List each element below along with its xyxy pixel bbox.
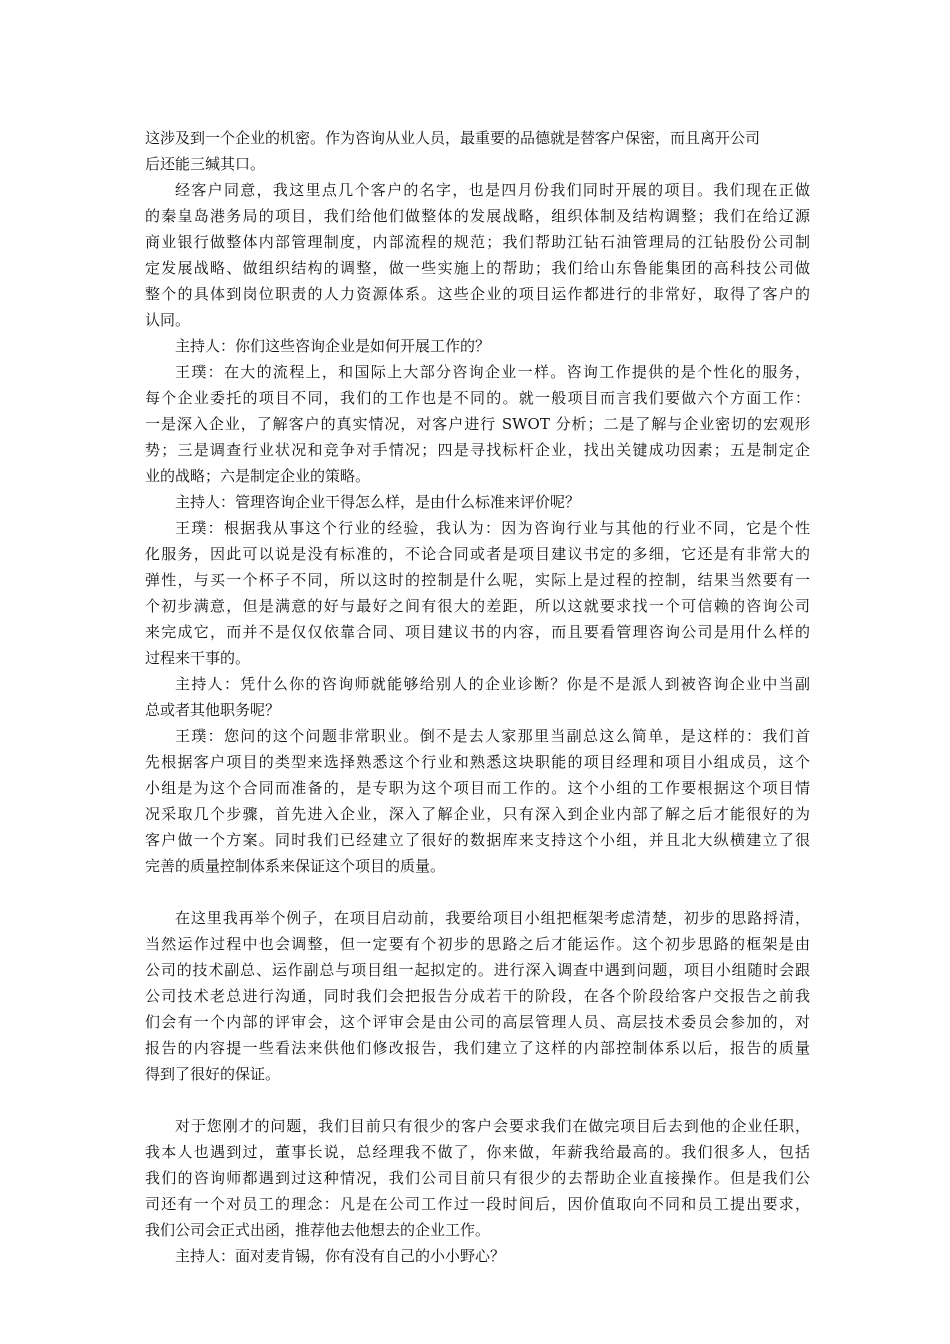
- text-line: 主持人：面对麦肯锡，你有没有自己的小小野心？: [175, 1247, 506, 1265]
- text-line: 这涉及到一个企业的机密。作为咨询从业人员，最重要的品德就是替客户保密，而且离开公司: [145, 129, 761, 147]
- text-line: 每个企业委托的项目不同，我们的工作也是不同的。就一般项目而言我们要做六个方面工作：: [145, 389, 810, 407]
- text-line: 过程来干事的。: [145, 649, 251, 667]
- text-line: 势；三是调查行业状况和竞争对手情况；四是寻找标杆企业，找出关键成功因素；五是制定企: [145, 441, 810, 459]
- text-line: 定发展战略、做组织结构的调整，做一些实施上的帮助；我们给山东鲁能集团的高科技公司做: [145, 259, 810, 277]
- text-line: 对于您刚才的问题，我们目前只有很少的客户会要求我们在做完项目后去到他的企业任职，: [175, 1117, 810, 1135]
- text-line: 完善的质量控制体系来保证这个项目的质量。: [145, 857, 446, 875]
- text-line: 司还有一个对员工的理念：凡是在公司工作过一段时间后，因价值取向不同和员工提出要求，: [145, 1195, 810, 1213]
- text-line: 王璞：在大的流程上，和国际上大部分咨询企业一样。咨询工作提供的是个性化的服务，: [175, 363, 810, 381]
- text-line: 化服务，因此可以说是没有标准的，不论合同或者是项目建议书定的多细，它还是有非常大的: [145, 545, 810, 563]
- text-line: 们会有一个内部的评审会，这个评审会是由公司的高层管理人员、高层技术委员会参加的，对: [145, 1013, 810, 1031]
- text-line: 王璞：您问的这个问题非常职业。倒不是去人家那里当副总这么简单，是这样的：我们首: [175, 727, 810, 745]
- text-line: 后还能三缄其口。: [145, 155, 266, 173]
- text-line: 主持人：管理咨询企业干得怎么样，是由什么标准来评价呢？: [175, 493, 581, 511]
- text-line: 商业银行做整体内部管理制度，内部流程的规范；我们帮助江钻石油管理局的江钻股份公司制: [145, 233, 810, 251]
- text-line: 一是深入企业，了解客户的真实情况，对客户进行 SWOT 分析；二是了解与企业密切的宏观形: [145, 415, 810, 433]
- text-line: 况采取几个步骤，首先进入企业，深入了解企业，只有深入到企业内部了解之后才能很好的为: [145, 805, 810, 823]
- text-line: 王璞：根据我从事这个行业的经验，我认为：因为咨询行业与其他的行业不同，它是个性: [175, 519, 810, 537]
- text-line: 我们的咨询师都遇到过这种情况，我们公司目前只有很少的去帮助企业直接操作。但是我们公: [145, 1169, 810, 1187]
- text-line: 先根据客户项目的类型来选择熟悉这个行业和熟悉这块职能的项目经理和项目小组成员，这个: [145, 753, 810, 771]
- text-line: 弹性，与买一个杯子不同，所以这时的控制是什么呢，实际上是过程的控制，结果当然要有一: [145, 571, 810, 589]
- text-line: 来完成它，而并不是仅仅依靠合同、项目建议书的内容，而且要看管理咨询公司是用什么样的: [145, 623, 810, 641]
- text-line: 认同。: [145, 311, 191, 329]
- text-line: 小组是为这个合同而准备的，是专职为这个项目而工作的。这个小组的工作要根据这个项目情: [145, 779, 810, 797]
- text-line: 业的战略；六是制定企业的策略。: [145, 467, 371, 485]
- text-line: 当然运作过程中也会调整，但一定要有个初步的思路之后才能运作。这个初步思路的框架是由: [145, 935, 810, 953]
- text-line: 总或者其他职务呢？: [145, 701, 281, 719]
- text-line: 在这里我再举个例子，在项目启动前，我要给项目小组把框架考虑清楚，初步的思路捋清，: [175, 909, 810, 927]
- text-line: 报告的内容提一些看法来供他们修改报告，我们建立了这样的内部控制体系以后，报告的质量: [145, 1039, 810, 1057]
- text-line: 经客户同意，我这里点几个客户的名字，也是四月份我们同时开展的项目。我们现在正做: [175, 181, 810, 199]
- text-line: 整个的具体到岗位职责的人力资源体系。这些企业的项目运作都进行的非常好，取得了客户的: [145, 285, 810, 303]
- text-line: 公司技术老总进行沟通，同时我们会把报告分成若干的阶段，在各个阶段给客户交报告之前我: [145, 987, 810, 1005]
- text-line: 客户做一个方案。同时我们已经建立了很好的数据库来支持这个小组，并且北大纵横建立了很: [145, 831, 810, 849]
- text-line: 主持人：你们这些咨询企业是如何开展工作的？: [175, 337, 491, 355]
- text-line: 我本人也遇到过，董事长说，总经理我不做了，你来做，年薪我给最高的。我们很多人，包括: [145, 1143, 810, 1161]
- text-line: 得到了很好的保证。: [145, 1065, 281, 1083]
- text-line: 的秦皇岛港务局的项目，我们给他们做整体的发展战略，组织体制及结构调整；我们在给辽源: [145, 207, 810, 225]
- text-line: 我们公司会正式出函，推荐他去他想去的企业工作。: [145, 1221, 491, 1239]
- text-line: 主持人：凭什么你的咨询师就能够给别人的企业诊断？你是不是派人到被咨询企业中当副: [175, 675, 810, 693]
- text-line: 公司的技术副总、运作副总与项目组一起拟定的。进行深入调查中遇到问题，项目小组随时会跟: [145, 961, 810, 979]
- text-line: 个初步满意，但是满意的好与最好之间有很大的差距，所以这就要求找一个可信赖的咨询公司: [145, 597, 810, 615]
